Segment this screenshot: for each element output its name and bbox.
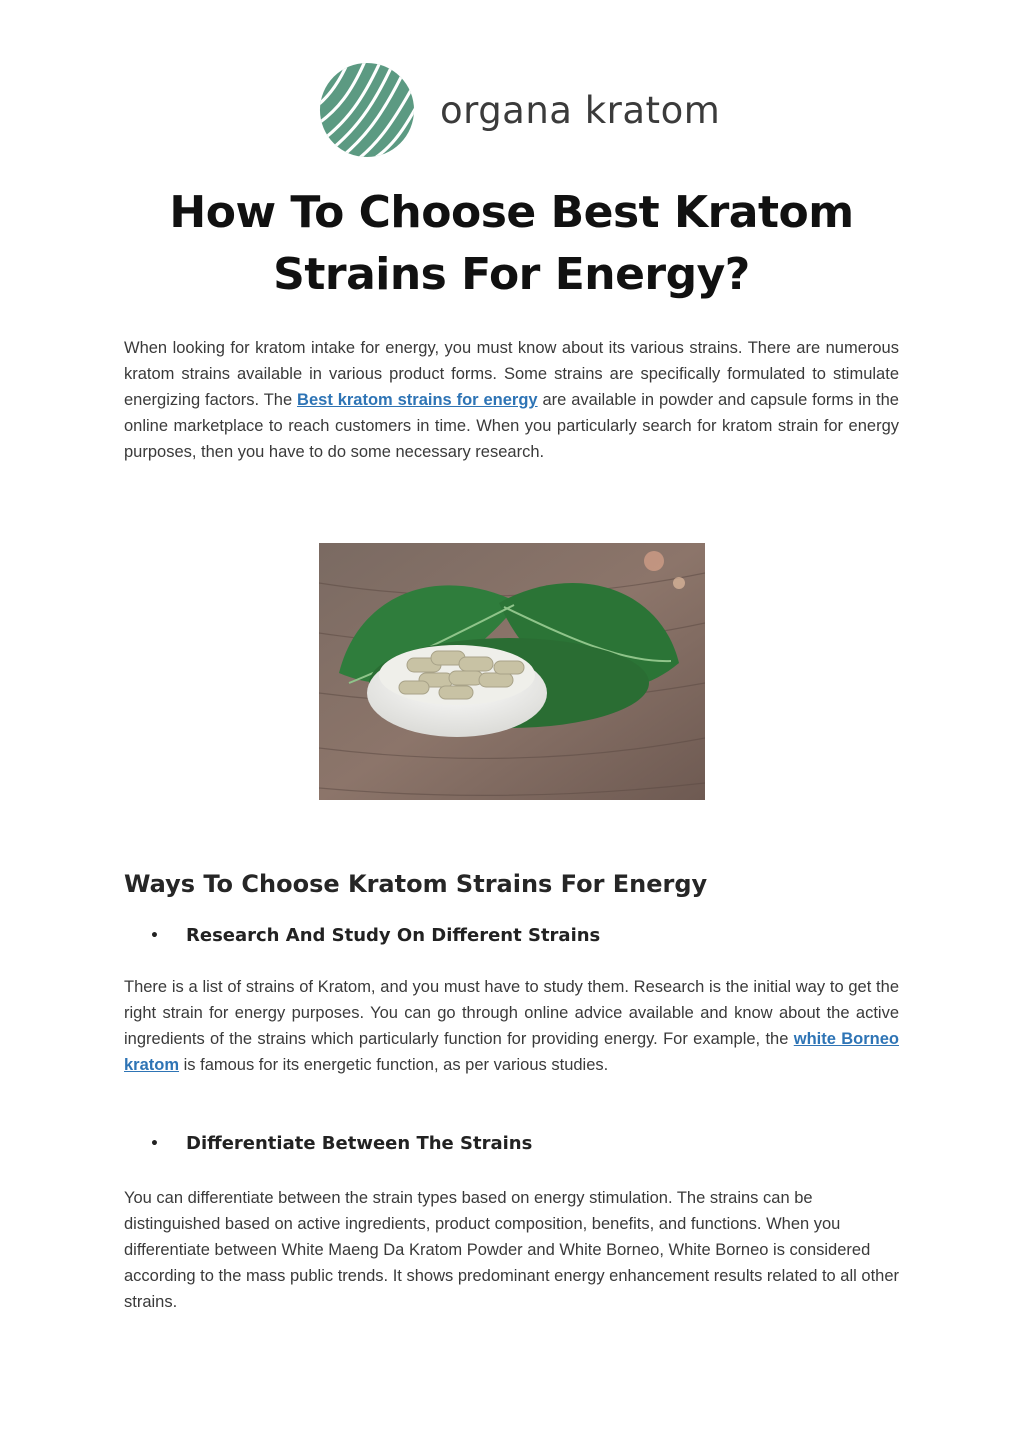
white-borneo-kratom-link[interactable]: white Borneo kratom bbox=[124, 1030, 899, 1074]
research-paragraph bbox=[124, 974, 899, 1078]
kratom-capsules-photo bbox=[319, 543, 705, 800]
brand-logo[interactable] bbox=[318, 60, 720, 160]
best-kratom-strains-link[interactable]: Best kratom strains for energy bbox=[297, 391, 538, 409]
differentiate-paragraph: You can differentiate between the strain types based on energy stimulation. The strains can be distinguished based on active ingredients, product composition, benefits, and functions. When you differentiate between White Maeng Da Kratom Powder and White Borneo, White Borneo is considered according to the mass public trends. It shows predominant energy enhancement results related to all other strains. bbox=[124, 1189, 900, 1311]
intro-text-before: When looking for kratom intake for energy, you must know about its various strains. There are numerous kratom strains available in various product forms. Some strains are specifically formulated to stimulate energizing factors. The bbox=[124, 339, 899, 409]
research-text-before: There is a list of strains of Kratom, and you must have to study them. Research is the initial way to get the right strain for energy purposes. You can go through online advice available and know about the active ingredients of the strains which particularly function for providing energy. For example, the bbox=[124, 978, 899, 1048]
bullet-item-research bbox=[150, 925, 600, 946]
bullet-marker: • bbox=[150, 1135, 159, 1152]
intro-text-after: are available in powder and capsule forms in the online marketplace to reach customers in time. When you particularly search for kratom strain for energy purposes, then you have to do some necessary research. bbox=[124, 391, 899, 461]
bullet-item-differentiate bbox=[150, 1133, 532, 1154]
intro-paragraph bbox=[124, 335, 899, 465]
brand-name: organa kratom bbox=[440, 88, 721, 132]
section-heading: Ways To Choose Kratom Strains For Energy bbox=[124, 870, 708, 898]
bullet-title: Differentiate Between The Strains bbox=[186, 1133, 533, 1154]
bullet-title: Research And Study On Different Strains bbox=[186, 925, 601, 946]
bullet-marker: • bbox=[150, 927, 159, 944]
research-text-after: is famous for its energetic function, as per various studies. bbox=[179, 1056, 609, 1074]
leaf-logo-icon bbox=[318, 61, 416, 159]
page-title: How To Choose Best Kratom Strains For Energy? bbox=[169, 187, 854, 300]
